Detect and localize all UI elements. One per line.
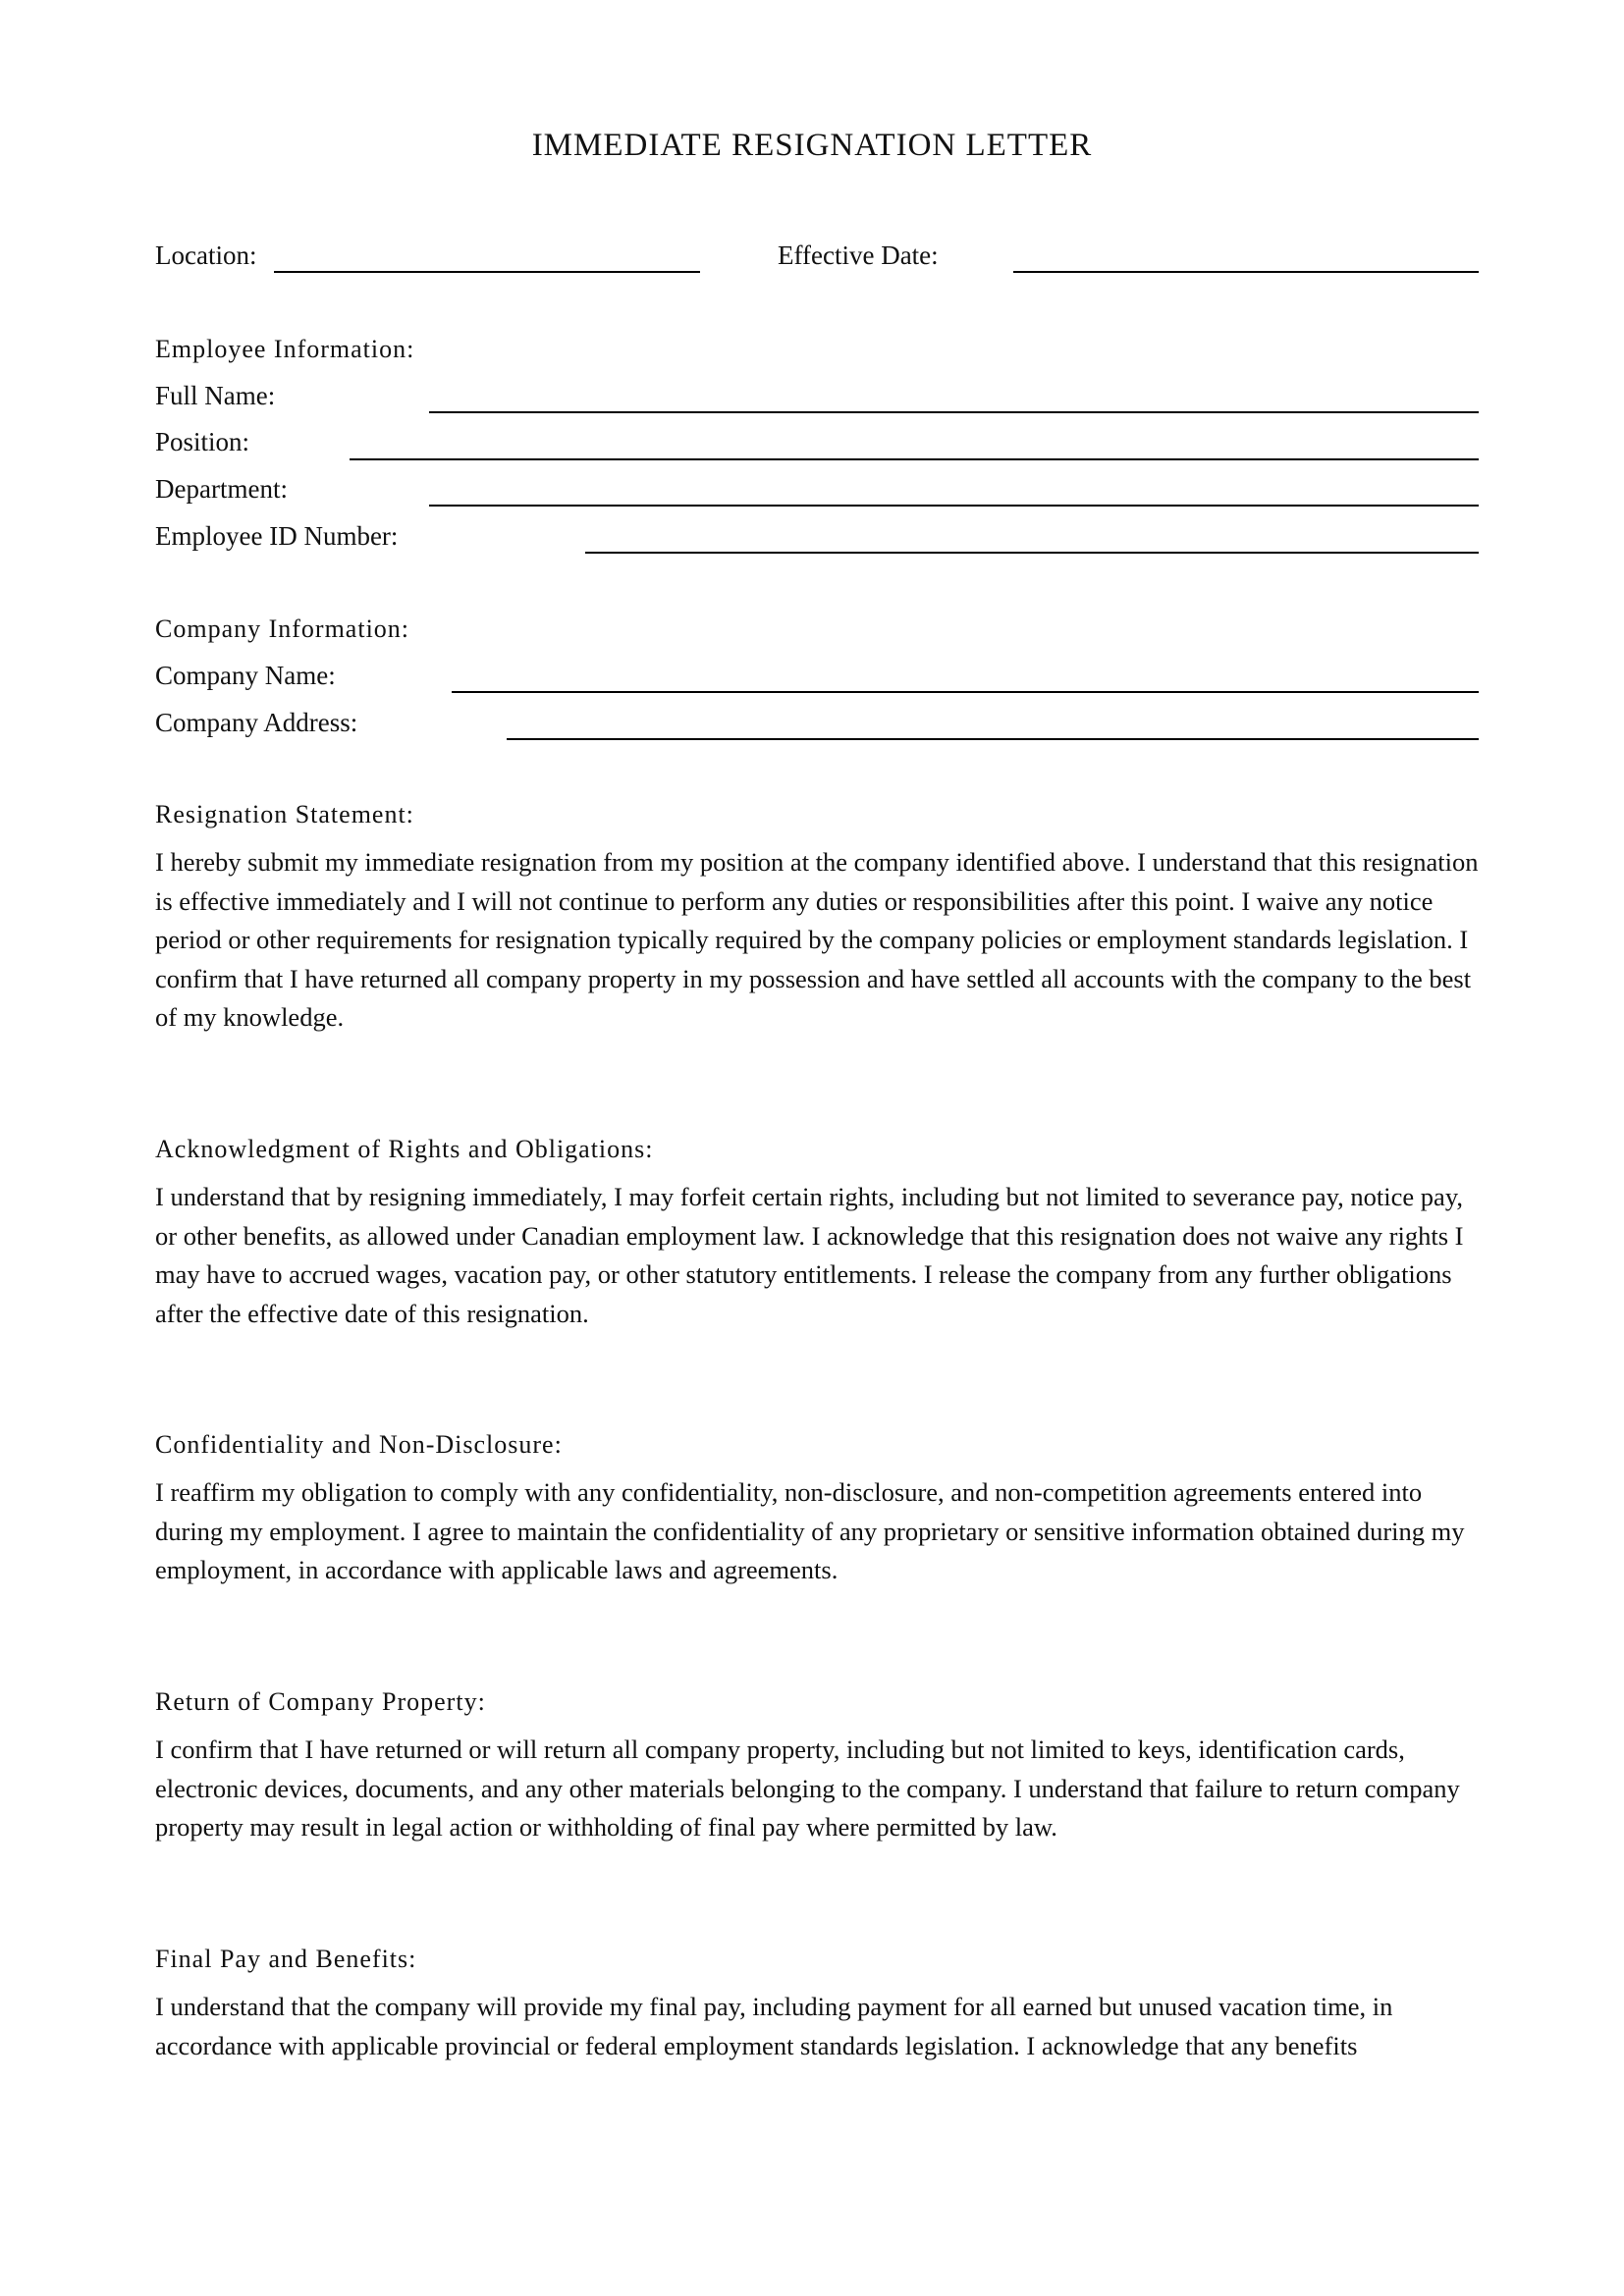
full-name-label: Full Name: xyxy=(155,381,276,410)
return-property-heading: Return of Company Property: xyxy=(155,1687,486,1716)
page-title: IMMEDIATE RESIGNATION LETTER xyxy=(531,128,1093,163)
department-label: Department: xyxy=(155,474,288,504)
final-pay-text: I understand that the company will provide my final pay, including payment for all earned but unused vacation time, in accordance with applicable provincial or federal employment standards legislation. I acknowledge that any benefits xyxy=(155,1992,1393,2060)
confidentiality-heading: Confidentiality and Non-Disclosure: xyxy=(155,1430,563,1459)
employee-id-label: Employee ID Number: xyxy=(155,521,399,551)
confidentiality-text: I reaffirm my obligation to comply with any confidentiality, non-disclosure, and non-competition agreements entered into during my employment. I agree to maintain the confidentiality of any proprietary or sensitive information obtained during my employment, in accordance with applicable laws and agreements. xyxy=(155,1477,1465,1584)
employee-info-heading: Employee Information: xyxy=(155,335,415,363)
location-label: Location: xyxy=(155,240,257,270)
company-name-label: Company Name: xyxy=(155,661,336,690)
department-field[interactable] xyxy=(429,505,1479,507)
final-pay-heading: Final Pay and Benefits: xyxy=(155,1945,417,1973)
acknowledgment-text: I understand that by resigning immediately, I may forfeit certain rights, including but not limited to severance pay, notice pay, or other benefits, as allowed under Canadian employment law. I acknowledge that this resignation does not waive any rights I may have to accrued wages, vacation pay, or other statutory entitlements. I release the company from any further obligations after the effective date of this resignation. xyxy=(155,1182,1464,1328)
position-label: Position: xyxy=(155,427,250,456)
location-field[interactable] xyxy=(274,271,700,273)
acknowledgment-heading: Acknowledgment of Rights and Obligations: xyxy=(155,1135,654,1163)
position-field[interactable] xyxy=(350,458,1479,460)
employee-id-field[interactable] xyxy=(585,552,1479,554)
effective-date-label: Effective Date: xyxy=(778,240,939,270)
return-property-text: I confirm that I have returned or will return all company property, including but not limited to keys, identification cards, electronic devices, documents, and any other materials belonging to the company. I understand that failure to return company property may result in legal action or withholding of final pay where permitted by law. xyxy=(155,1735,1460,1842)
resignation-statement-heading: Resignation Statement: xyxy=(155,800,414,828)
company-address-field[interactable] xyxy=(507,738,1479,740)
effective-date-field[interactable] xyxy=(1013,271,1479,273)
company-name-field[interactable] xyxy=(452,691,1479,693)
company-address-label: Company Address: xyxy=(155,708,358,737)
resignation-statement-text: I hereby submit my immediate resignation from my position at the company identified above. I understand that this resignation is effective immediately and I will not continue to perform any duties or responsibilities after this point. I waive any notice period or other requirements for resignation typically required by the company policies or employment standards legislation. I confirm that I have returned all company property in my possession and have settled all accounts with the company to the best of my knowledge. xyxy=(155,847,1479,1032)
full-name-field[interactable] xyxy=(429,411,1479,413)
company-info-heading: Company Information: xyxy=(155,614,410,643)
